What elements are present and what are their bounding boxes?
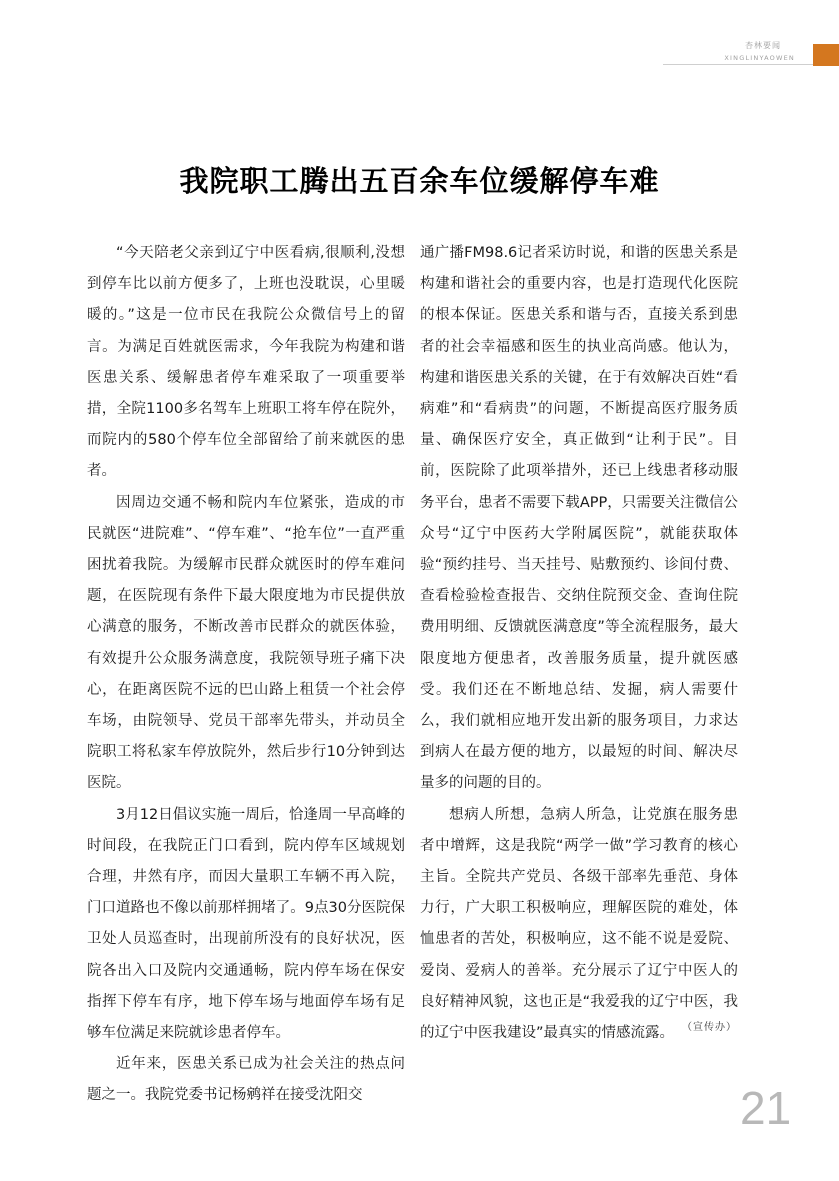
- paragraph: 因周边交通不畅和院内车位紧张，造成的市民就医“进院难”、“停车难”、“抢车位”一直严重困扰着我院。为缓解市民群众就医时的停车难问题，在医院现有条件下最大限度地为市民提供放心满意的服务，不断改善市民群众的就医体验，有效提升公众服务满意度，我院领导班子痛下决心，在距离医院不远的巴山路上租赁一个社会停车场，由院领导、党员干部率先带头，并动员全院职工将私家车停放院外，然后步行10分钟到达医院。: [87, 494, 405, 792]
- section-name-en: XINGLINYAOWEN: [724, 54, 795, 62]
- paragraph: 想病人所想，急病人所急，让党旗在服务患者中增辉，这是我院“两学一做”学习教育的核心主旨。全院共产党员、各级干部率先垂范、身体力行，广大职工积极响应，理解医院的难处，体恤患者的苦处，积极响应，这不能不说是爱院、爱岗、爱病人的善举。充分展示了辽宁中医人的良好精神风貌，这也正是“我爱我的辽宁中医，我的辽宁中医我建设”最真实的情感流露。: [420, 806, 738, 1042]
- article-title: 我院职工腾出五百余车位缓解停车难: [179, 164, 660, 199]
- page-number: 21: [740, 1082, 792, 1134]
- article-column-left: [87, 238, 405, 1112]
- section-name-cn: 杏林要闻: [745, 41, 781, 50]
- paragraph: 通广播FM98.6记者采访时说，和谐的医患关系是构建和谐社会的重要内容，也是打造现代化医院的根本保证。医患关系和谐与否，直接关系到患者的社会幸福感和医生的执业高尚感。他认为，构建和谐医患关系的关键，在于有效解决百姓“看病难”和“看病贵”的问题，不断提高医疗服务质量、确保医疗安全，真正做到“让利于民”。目前，医院除了此项举措外，还已上线患者移动服务平台，患者不需要下载APP，只需要关注微信公众号“辽宁中医药大学附属医院”，就能获取体验“预约挂号、当天挂号、贴敷预约、诊间付费、查看检验检查报告、交纳住院预交金、查询住院费用明细、反馈就医满意度”等全流程服务，最大限度地方便患者，改善服务质量，提升就医感受。我们还在不断地总结、发掘，病人需要什么，我们就相应地开发出新的服务项目，力求达到病人在最方便的地方，以最短的时间、解决尽量多的问题的目的。: [420, 245, 738, 792]
- header-divider: [663, 64, 813, 65]
- article-signature: （宣传办）: [682, 1022, 737, 1033]
- paragraph: 3月12日倡议实施一周后，恰逢周一早高峰的时间段，在我院正门口看到，院内停车区域规划合理，井然有序，而因大量职工车辆不再入院，门口道路也不像以前那样拥堵了。9点30分医院保卫处人员巡查时，出现前所没有的良好状况，医院各出入口及院内交通通畅，院内停车场在保安指挥下停车有序，地下停车场与地面停车场有足够车位满足来院就诊患者停车。: [87, 806, 405, 1042]
- paragraph: “今天陪老父亲到辽宁中医看病,很顺利,没想到停车比以前方便多了，上班也没耽误，心里暖暖的。”这是一位市民在我院公众微信号上的留言。为满足百姓就医需求，今年我院为构建和谐医患关系、缓解患者停车难采取了一项重要举措，全院1100多名驾车上班职工将车停在院外，而院内的580个停车位全部留给了前来就医的患者。: [87, 245, 405, 480]
- paragraph: 近年来，医患关系已成为社会关注的热点问题之一。我院党委书记杨鹓祥在接受沈阳交: [87, 1056, 405, 1104]
- header-accent-block: [813, 44, 839, 66]
- article-column-right: [420, 238, 738, 1049]
